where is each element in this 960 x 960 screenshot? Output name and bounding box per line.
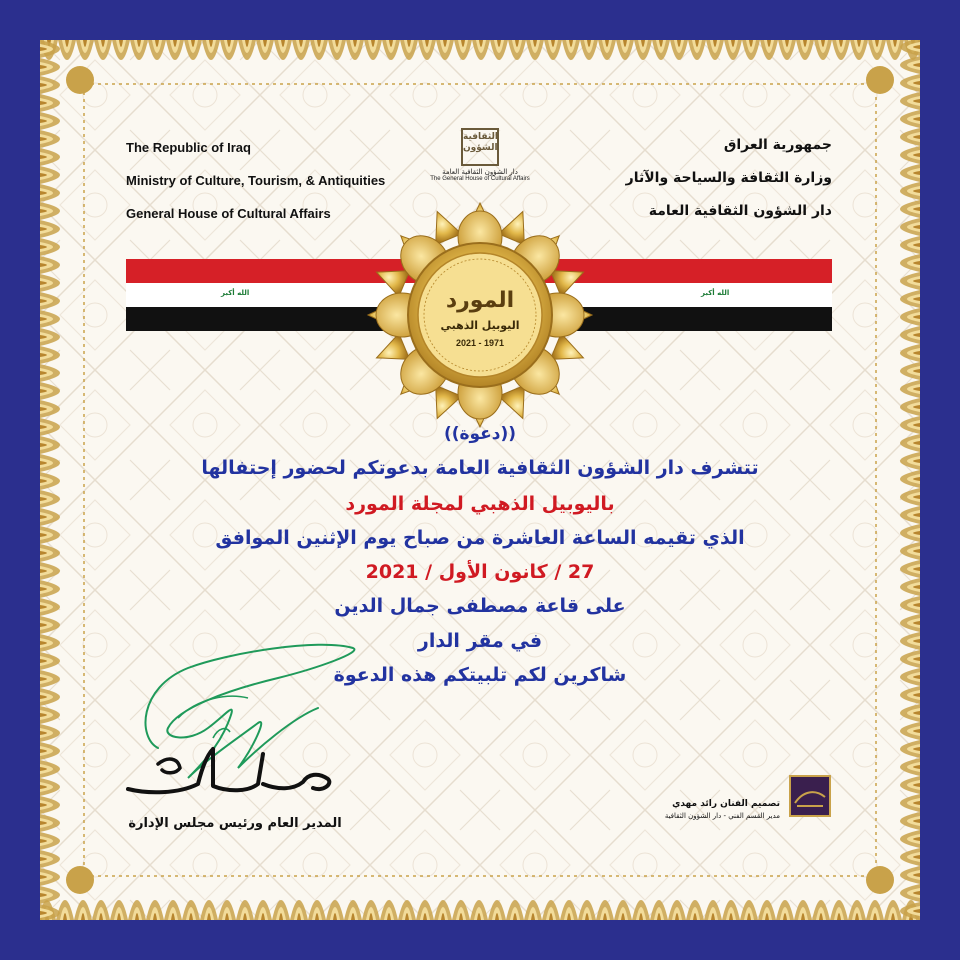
director-name-calligraphy <box>118 744 348 804</box>
invitation-line-1: تتشرف دار الشؤون الثقافية العامة بدعوتكم لحضور إحتفالها <box>201 457 759 479</box>
designer-logo-art <box>791 777 829 815</box>
header-ar-republic: جمهورية العراق <box>723 137 832 153</box>
invitation-heading: ((دعوة)) <box>443 424 517 444</box>
medal-title: المورد <box>445 288 515 313</box>
header-en-ministry: Ministry of Culture, Tourism, & Antiquities <box>126 173 386 188</box>
golden-jubilee-medal <box>360 195 600 435</box>
invitation-location: في مقر الدار <box>417 630 543 652</box>
designer-credit <box>640 799 780 820</box>
director-title: المدير العام ورئيس مجلس الإدارة <box>128 816 342 831</box>
invitation-line-2: باليوبيل الذهبي لمجلة المورد <box>345 493 615 515</box>
invitation-thanks: شاكرين لكم تلبيتكم هذه الدعوة <box>333 664 627 686</box>
flag-takbir-left: الله أكبر <box>221 289 250 297</box>
medal-subtitle: اليوبيل الذهبي <box>440 319 520 332</box>
invitation-line-3: الذي تقيمه الساعة العاشرة من صباح يوم الإثنين الموافق <box>215 527 745 549</box>
house-logo-ar-caption: دار الشؤون الثقافية العامة <box>442 168 518 176</box>
house-logo-en-caption: The General House of Cultural Affairs <box>430 176 530 182</box>
invitation-venue: على قاعة مصطفى جمال الدين <box>334 595 626 617</box>
flag-takbir-right: الله أكبر <box>701 289 730 297</box>
header-ar-house: دار الشؤون الثقافية العامة <box>648 203 832 219</box>
house-logo <box>420 128 540 182</box>
medal-years: 2021 - 1971 <box>455 338 505 348</box>
header-en-house: General House of Cultural Affairs <box>126 206 331 221</box>
invitation-date: 27 / كانون الأول / 2021 <box>365 561 595 583</box>
designer-role: مدير القسم الفني - دار الشؤون الثقافية <box>664 812 780 820</box>
designer-logo <box>789 775 831 817</box>
house-logo-mark: الثقافية الشؤون <box>461 128 499 166</box>
designer-name: تصميم الفنان رائد مهدي <box>672 799 780 809</box>
header-en-republic: The Republic of Iraq <box>126 140 251 155</box>
header-ar-ministry: وزارة الثقافة والسياحة والآثار <box>625 170 832 186</box>
